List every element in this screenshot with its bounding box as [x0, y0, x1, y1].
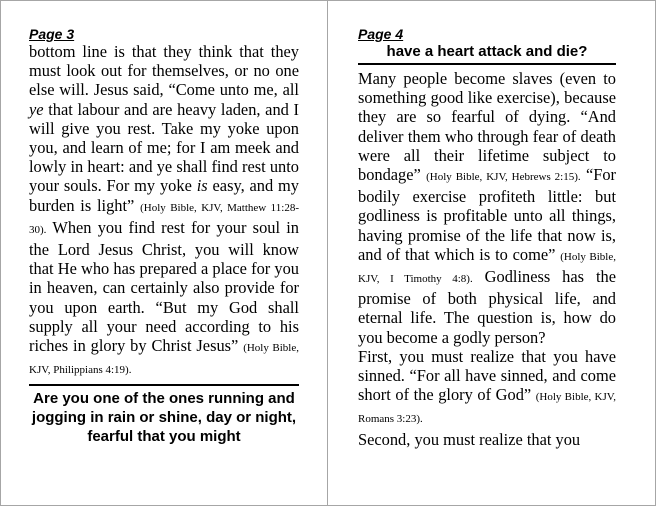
text-run: easy, and my burden is light” — [29, 176, 299, 215]
text-run: Godliness has the promise of both physical life, and eternal life. The question is, how do you become a godly person? — [358, 267, 617, 347]
scripture-reference: (Holy Bible, KJV, Philippians 4:19). — [29, 342, 299, 377]
page-number: Page 4 — [358, 26, 404, 42]
left-page — [29, 26, 299, 446]
section-rule — [358, 63, 616, 65]
text-run: When you find rest for your soul in the Lord Jesus Christ, you will know that He who has prepared a place for you in heaven, can certainly also provide for you upon earth. “But my God shall supply all your need according to his riches in glory by Christ Jesus” — [29, 217, 299, 356]
body-text — [29, 42, 299, 380]
emphasis-text: is — [196, 176, 208, 196]
section-rule — [29, 384, 299, 386]
text-run: Many people become slaves (even to something good like exercise), because they are so fearful of dying. “And deliver them who through fear of death were all their lifetime subject to bondage” — [358, 69, 616, 185]
emphasis-text: ye — [29, 99, 44, 119]
paragraph — [358, 69, 616, 347]
right-page — [358, 26, 616, 449]
scripture-reference: (Holy Bible, KJV, I Timothy 4:8). — [358, 250, 616, 286]
paragraph — [358, 430, 616, 449]
paragraph — [29, 42, 299, 380]
page-divider — [327, 0, 328, 506]
body-text — [358, 69, 616, 449]
section-heading: have a heart attack and die? — [386, 43, 588, 60]
section-heading: Are you one of the ones running and jogging in rain or shine, day or night, fearful that you might — [31, 390, 297, 446]
text-run: bottom line is that they think that they must look out for themselves, or no one else will. Jesus said, “Come unto me, all — [29, 42, 299, 100]
paragraph — [358, 347, 616, 430]
text-run: “For bodily exercise profiteth little: but godliness is profitable unto all things, having promise of the life that now is, and of that which is to come” — [358, 165, 616, 264]
scripture-reference: (Holy Bible, KJV, Romans 3:23). — [358, 391, 616, 426]
text-run: that labour and are heavy laden, and I will give you rest. Take my yoke upon you, and learn of me; for I am meek and lowly in heart: and ye shall find rest unto your souls. For my yoke — [29, 99, 299, 196]
text-run: Second, you must realize that you — [358, 429, 581, 449]
scripture-reference: (Holy Bible, KJV, Matthew 11:28-30). — [29, 201, 299, 236]
text-run: First, you must realize that you have sinned. “For all have sinned, and come short of the glory of God” — [358, 346, 616, 405]
page-number: Page 3 — [29, 26, 75, 42]
scripture-reference: (Holy Bible, KJV, Hebrews 2:15). — [426, 171, 581, 184]
